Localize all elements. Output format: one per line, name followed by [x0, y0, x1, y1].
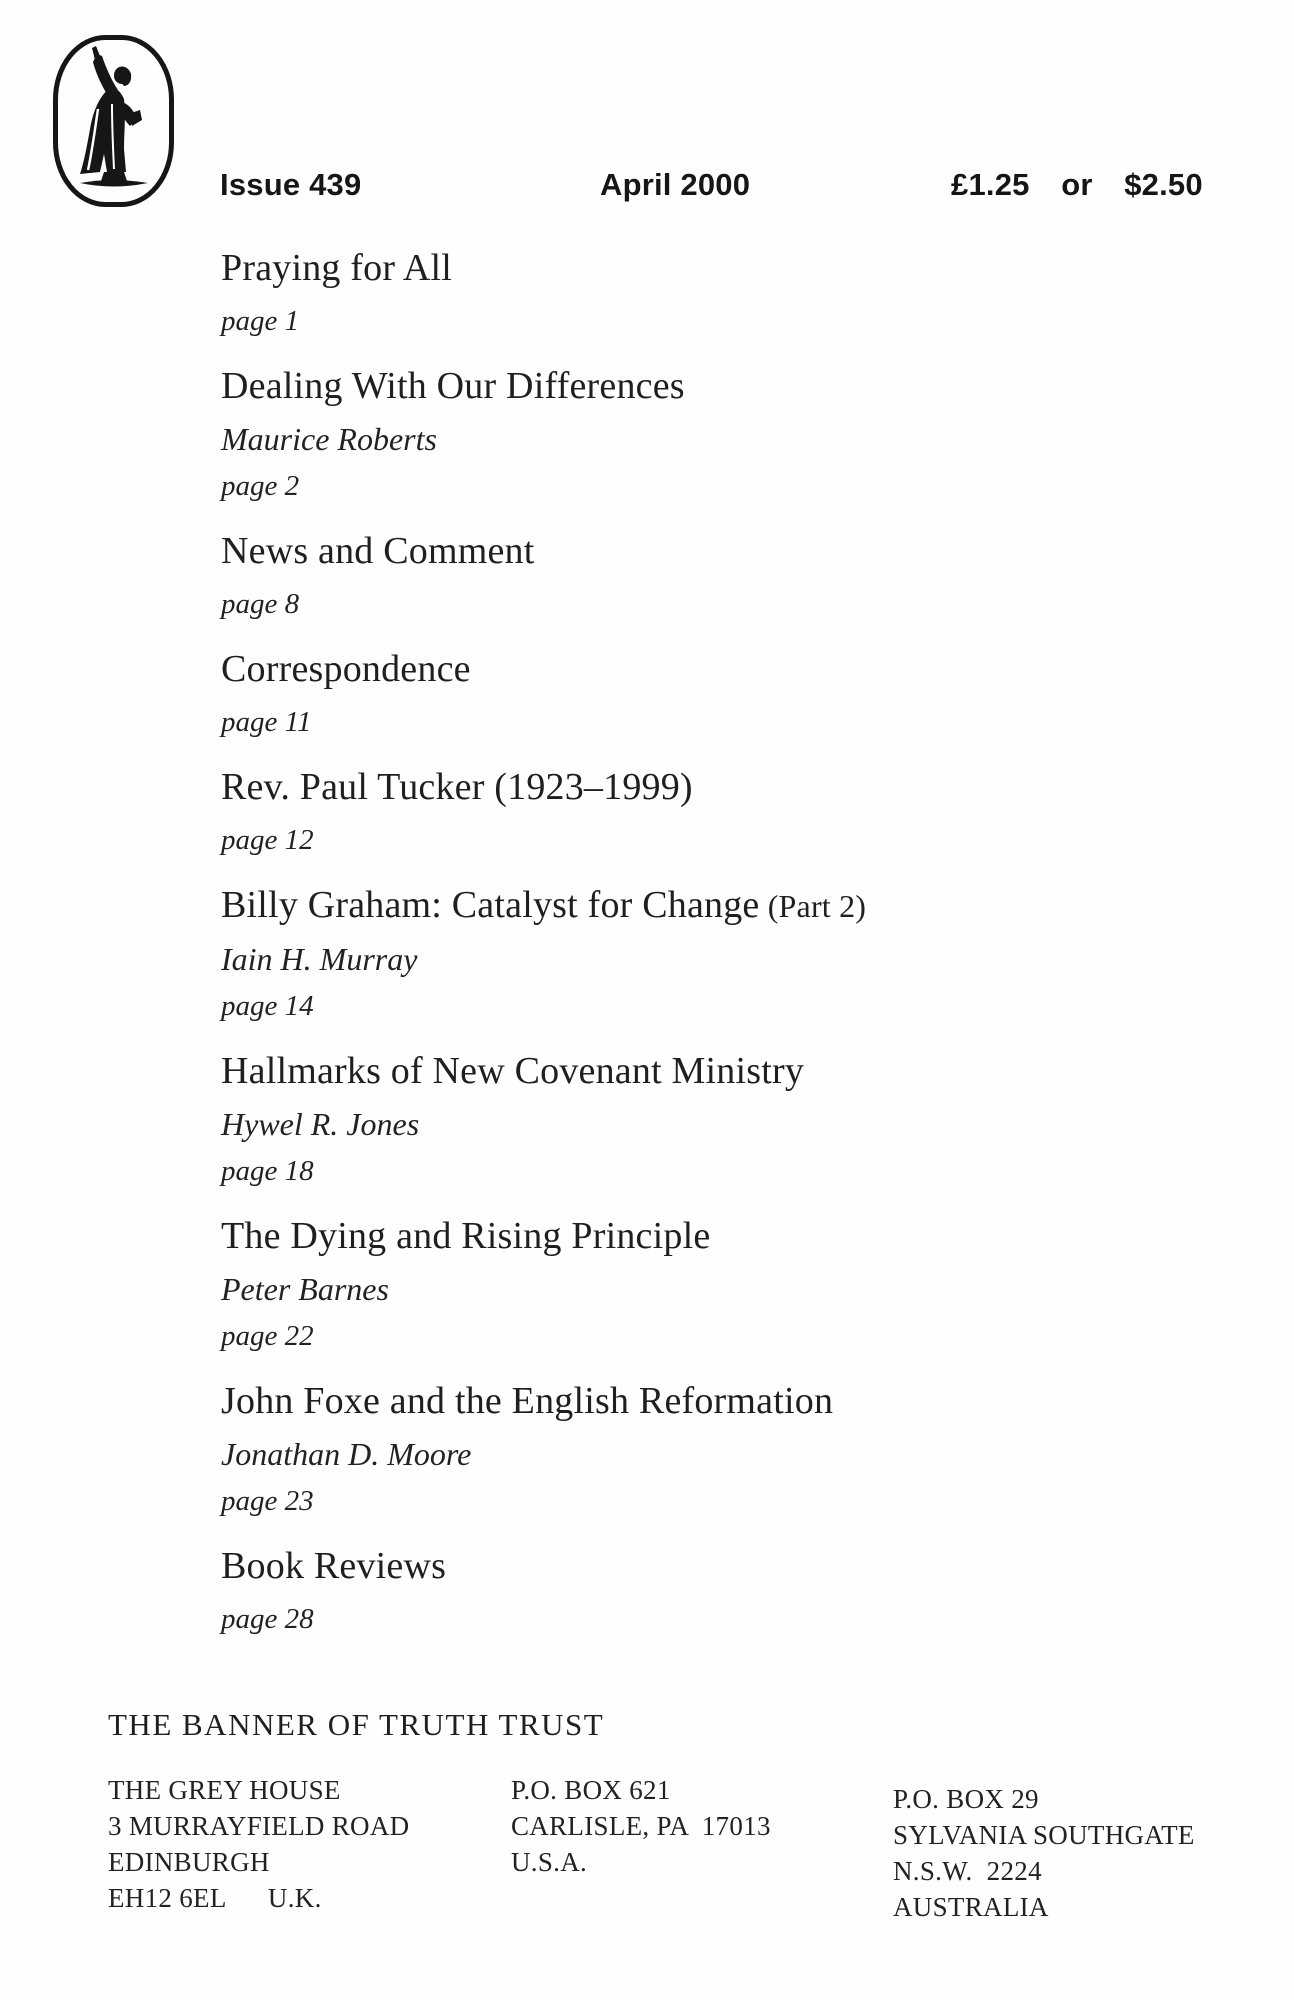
- table-of-contents: [221, 248, 1181, 1664]
- toc-entry: [221, 649, 1181, 739]
- article-page: page 2: [221, 470, 300, 502]
- address-line: EDINBURGH: [108, 1847, 270, 1877]
- article-author: Iain H. Murray: [221, 941, 418, 977]
- article-page: page 18: [221, 1155, 314, 1187]
- toc-entry: [221, 767, 1181, 857]
- article-page: page 23: [221, 1485, 314, 1517]
- article-title: Rev. Paul Tucker (1923–1999): [221, 766, 693, 808]
- article-page: page 22: [221, 1320, 314, 1352]
- address-line: N.S.W. 2224: [893, 1856, 1042, 1886]
- article-title: Hallmarks of New Covenant Ministry: [221, 1050, 805, 1092]
- address-line: CARLISLE, PA 17013: [511, 1811, 771, 1841]
- article-title: Dealing With Our Differences: [221, 365, 685, 407]
- address-line: P.O. BOX 621: [511, 1775, 671, 1805]
- address-column: [893, 1781, 1195, 1925]
- address-column: [108, 1772, 409, 1916]
- toc-entry: [221, 1216, 1181, 1353]
- toc-entry: [221, 885, 1181, 1023]
- address-line: SYLVANIA SOUTHGATE: [893, 1820, 1195, 1850]
- address-column: [511, 1772, 771, 1880]
- article-author: Maurice Roberts: [221, 421, 437, 457]
- article-page: page 8: [221, 588, 300, 620]
- article-title: The Dying and Rising Principle: [221, 1215, 711, 1257]
- article-title: Billy Graham: Catalyst for Change (Part 2): [221, 884, 867, 926]
- address-line: U.S.A.: [511, 1847, 588, 1877]
- issue-price: £1.25 or $2.50: [951, 167, 1203, 202]
- issue-date: April 2000: [600, 167, 751, 202]
- toc-entry: [221, 1051, 1181, 1188]
- article-page: page 12: [221, 824, 314, 856]
- toc-entry: [221, 531, 1181, 621]
- issue-number: Issue 439: [220, 167, 362, 202]
- toc-entry: [221, 1381, 1181, 1518]
- article-title-suffix: (Part 2): [759, 888, 867, 924]
- publisher-addresses: [108, 1772, 1248, 1952]
- article-page: page 28: [221, 1603, 314, 1635]
- article-page: page 11: [221, 706, 312, 738]
- address-line: P.O. BOX 29: [893, 1784, 1039, 1814]
- preacher-logo-svg: [52, 34, 175, 208]
- article-title: Praying for All: [221, 247, 452, 289]
- toc-entry: [221, 248, 1181, 338]
- publisher-name: THE BANNER OF TRUTH TRUST: [108, 1707, 605, 1742]
- article-title: John Foxe and the English Reformation: [221, 1380, 834, 1422]
- article-title: News and Comment: [221, 530, 535, 572]
- article-page: page 14: [221, 990, 314, 1022]
- article-author: Peter Barnes: [221, 1271, 389, 1307]
- article-title: Book Reviews: [221, 1545, 447, 1587]
- toc-entry: [221, 1546, 1181, 1636]
- address-line: THE GREY HOUSE: [108, 1775, 341, 1805]
- article-author: Hywel R. Jones: [221, 1106, 420, 1142]
- toc-entry: [221, 366, 1181, 503]
- article-page: page 1: [221, 305, 300, 337]
- address-line: EH12 6EL U.K.: [108, 1883, 322, 1913]
- article-title: Correspondence: [221, 648, 471, 690]
- banner-of-truth-preacher-logo-icon: [52, 34, 175, 208]
- address-line: 3 MURRAYFIELD ROAD: [108, 1811, 410, 1841]
- article-author: Jonathan D. Moore: [221, 1436, 472, 1472]
- address-line: AUSTRALIA: [893, 1892, 1049, 1922]
